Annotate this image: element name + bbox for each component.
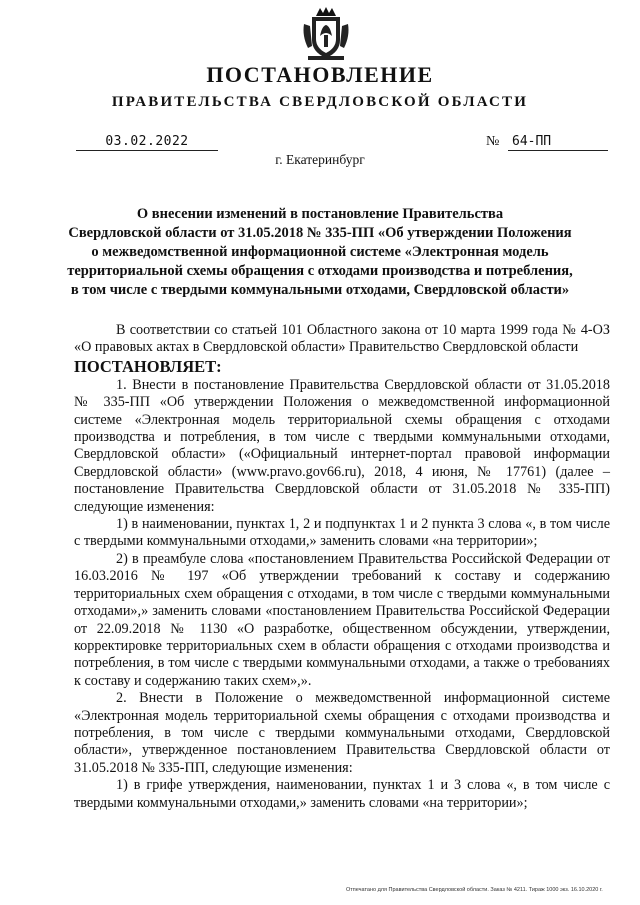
paragraph-2-1: 1) в грифе утверждения, наименовании, пунктах 1 и 3 слова «, в том числе с твердыми коммунальными отходами,» заменить словами «на территории»; xyxy=(74,777,610,811)
paragraph-2: 2. Внести в Положение о межведомственной информационной системе «Электронная модель территориальной схемы обращения с отходами производства и потребления, в том числе с твердыми коммунальными отходами, Свердловской области», утвержденное постановлением Правительства Свердловской области от 31.05.2018 № 335-ПП, следующие изменения: xyxy=(74,690,610,776)
title-line: в том числе с твердыми коммунальными отходами, Свердловской области» xyxy=(70,282,570,298)
title-line: о межведомственной информационной системе «Электронная модель xyxy=(91,244,549,260)
document-title xyxy=(60,205,580,300)
title-line: О внесении изменений в постановление Правительства xyxy=(136,206,504,222)
paragraph-1-1: 1) в наименовании, пунктах 1, 2 и подпунктах 1 и 2 пункта 3 слова «, в том числе с твердыми коммунальными отходами,» заменить словами «на территории»; xyxy=(74,516,610,550)
coat-of-arms-icon xyxy=(300,6,352,62)
document-type: ПОСТАНОВЛЕНИЕ xyxy=(206,62,434,87)
paragraph-1-2: 2) в преамбуле слова «постановлением Правительства Российской Федерации от 16.03.2016 № 197 «Об утверждении требований к составу и содержанию территориальных схем обращения с отходами, в том числе с твердыми коммунальными отходами»,» заменить словами «постановлением Правительства Российской Федерации от 22.09.2018 № 1130 «О разработке, общественном обсуждении, утверждении, корректировке территориальных схем в области обращения с отходами производства и потребления, в том числе с твердыми коммунальными отходами, а также о требованиях к составу и содержанию таких схем»,». xyxy=(74,550,610,689)
issuer: ПРАВИТЕЛЬСТВА СВЕРДЛОВСКОЙ ОБЛАСТИ xyxy=(111,94,529,110)
title-line: Свердловской области от 31.05.2018 № 335-ПП «Об утверждении Положения xyxy=(68,225,572,241)
city: г. Екатеринбург xyxy=(275,152,365,167)
title-line: территориальной схемы обращения с отходами производства и потребления, xyxy=(67,263,573,279)
number-label: № xyxy=(486,134,500,149)
document-body xyxy=(74,322,610,812)
document-number: 64-ПП xyxy=(508,134,608,151)
decree-heading: ПОСТАНОВЛЯЕТ: xyxy=(74,356,222,376)
print-footer: Отпечатано для Правительства Свердловской области. Заказ № 4211. Тираж 1000 экз. 16.10.2020 г. xyxy=(346,887,603,893)
preamble-paragraph: В соответствии со статьей 101 Областного закона от 10 марта 1999 года № 4-ОЗ «О правовых актах в Свердловской области» Правительство Свердловской области xyxy=(74,322,610,356)
paragraph-1: 1. Внести в постановление Правительства Свердловской области от 31.05.2018 № 335-ПП «Об утверждении Положения о межведомственной информационной системе «Электронная модель территориальной схемы обращения с отходами производства и потребления, в том числе с твердыми коммунальными отходами, Свердловской области» («Официальный интернет-портал правовой информации Свердловской области» (www.pravo.gov66.ru), 2018, 4 июня, № 17761) (далее – постановление Правительства Свердловской области от 31.05.2018 № 335-ПП) следующие изменения: xyxy=(74,376,610,515)
document-date: 03.02.2022 xyxy=(76,134,218,151)
